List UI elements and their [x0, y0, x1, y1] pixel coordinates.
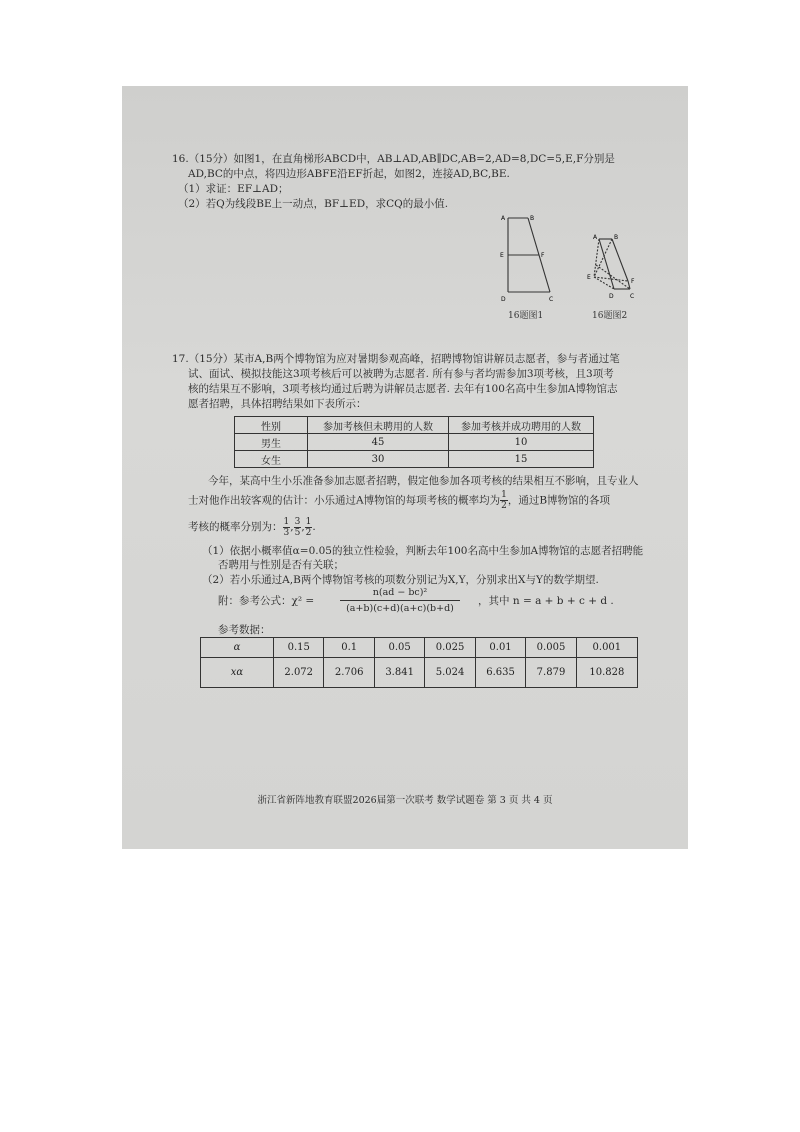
table-cell: 30 — [308, 451, 449, 468]
scanned-page-photo — [122, 86, 688, 849]
fig2-label-A: A — [593, 234, 598, 241]
table-row — [235, 451, 594, 468]
q17-line4: 愿者招聘，具体招聘结果如下表所示： — [188, 398, 367, 410]
row-label-alpha: α — [201, 638, 274, 658]
table-cell: 5.024 — [425, 658, 475, 688]
fig2-label-F: F — [631, 278, 635, 285]
table-cell: 0.025 — [425, 638, 475, 658]
table-header: 性别 — [235, 417, 308, 434]
fig1-label-B: B — [530, 215, 535, 222]
fig1-label-D: D — [501, 296, 506, 303]
frac-den: 2 — [305, 527, 312, 538]
formula-label: 附：参考公式：χ² = — [218, 595, 315, 607]
table-row — [201, 658, 638, 688]
fig2-label-B: B — [614, 234, 619, 241]
frac-num: 1 — [305, 516, 312, 527]
ref-data-label: 参考数据： — [218, 624, 271, 636]
q17-results-table — [234, 416, 594, 468]
row-label-x-alpha: xα — [201, 658, 274, 688]
q16-part2: （2）若Q为线段BE上一动点，BF⊥ED，求CQ的最小值. — [178, 198, 449, 210]
frac-den: 2 — [501, 501, 507, 511]
q16-line2: AD,BC的中点，将四边形ABFE沿EF折起，如图2，连接AD,BC,BE. — [188, 168, 510, 180]
q17-para2-text: 士对他作出较客观的估计：小乐通过A博物馆的每项考核的概率均为 — [188, 494, 501, 507]
q17-para3: 考核的概率分别为： $\frac{1}{3}$ , $\frac{3}{5}$ , $\frac{1}{2}$ . — [188, 516, 316, 538]
table-cell: 0.05 — [374, 638, 424, 658]
q17-line3: 核的结果互不影响，3项考核均通过后聘为讲解员志愿者. 去年有100名高中生参加A博物馆志 — [188, 383, 618, 395]
fig1-label-A: A — [501, 215, 506, 222]
formula-denominator: (a+b)(c+d)(a+c)(b+d) — [346, 603, 454, 614]
table-cell: 0.15 — [274, 638, 324, 658]
q16-line1: 16.（15分）如图1，在直角梯形ABCD中，AB⊥AD,AB∥DC,AB=2,AD=8,DC=5,E,F分别是 — [172, 153, 615, 165]
table-cell: 7.879 — [526, 658, 576, 688]
table-cell: 0.01 — [475, 638, 525, 658]
table-cell: 2.706 — [324, 658, 374, 688]
table-header: 参加考核但未聘用的人数 — [308, 417, 449, 434]
table-cell: 10.828 — [576, 658, 637, 688]
fig1-caption: 16题图1 — [508, 311, 544, 321]
fig1-label-E: E — [500, 252, 504, 259]
fraction-half — [500, 490, 508, 511]
q17-para2-tail: ，通过B博物馆的各项 — [507, 494, 611, 507]
page-footer: 浙江省新阵地教育联盟2026届第一次联考 数学试题卷 第 3 页 共 4 页 — [257, 795, 553, 806]
ref-data-table — [200, 637, 638, 688]
table-row — [235, 417, 594, 434]
table-cell: 女生 — [235, 451, 308, 468]
frac-den: 3 — [283, 527, 290, 538]
q16-part1: （1）求证：EF⊥AD； — [178, 183, 289, 195]
table-header: 参加考核并成功聘用的人数 — [449, 417, 594, 434]
q17-part1a: （1）依据小概率值α=0.05的独立性检验，判断去年100名高中生参加A博物馆的志愿者招聘能 — [202, 545, 644, 557]
table-cell: 2.072 — [274, 658, 324, 688]
fraction-p2 — [294, 517, 302, 538]
q17-para2 — [188, 490, 610, 511]
table-cell: 45 — [308, 434, 449, 451]
table-cell: 10 — [449, 434, 594, 451]
q16-figure2 — [584, 231, 654, 303]
fig2-label-E: E — [587, 274, 591, 281]
fig2-label-C: C — [630, 293, 635, 300]
frac-num: 1 — [501, 490, 507, 500]
fig2-caption: 16题图2 — [592, 311, 628, 321]
q17-part1b: 否聘用与性别是否有关联； — [218, 559, 344, 571]
frac-num: 3 — [294, 516, 301, 527]
q17-line1: 17.（15分）某市A,B两个博物馆为应对暑期参观高峰，招聘博物馆讲解员志愿者，参与者通过笔 — [172, 353, 620, 365]
fig1-label-F: F — [541, 252, 545, 259]
table-cell: 15 — [449, 451, 594, 468]
q17-para3-tail: . — [312, 521, 316, 533]
q17-para1: 今年，某高中生小乐准备参加志愿者招聘，假定他参加各项考核的结果相互不影响，且专业人 — [208, 475, 639, 487]
table-cell: 3.841 — [374, 658, 424, 688]
q17-line2: 试、面试、模拟技能这3项考核后可以被聘为志愿者. 所有参与者均需参加3项考核，且3项考 — [188, 368, 614, 380]
fig1-label-C: C — [549, 296, 554, 303]
frac-den: 5 — [294, 527, 301, 538]
formula-tail: ，其中 n = a + b + c + d . — [478, 595, 614, 607]
q16-figure1 — [494, 214, 574, 304]
formula-numerator: n(ad − bc)² — [340, 586, 460, 601]
table-row — [201, 638, 638, 658]
frac-num: 1 — [283, 516, 290, 527]
q17-part2: （2）若小乐通过A,B两个博物馆考核的项数分别记为X,Y，分别求出X与Y的数学期望. — [202, 574, 599, 586]
table-row — [235, 434, 594, 451]
table-cell: 6.635 — [475, 658, 525, 688]
table-cell: 0.001 — [576, 638, 637, 658]
fraction-p1 — [283, 517, 291, 538]
fig2-label-D: D — [609, 293, 614, 300]
table-cell: 0.005 — [526, 638, 576, 658]
table-cell: 0.1 — [324, 638, 374, 658]
q17-para3-text: 考核的概率分别为： — [188, 521, 283, 533]
table-cell: 男生 — [235, 434, 308, 451]
